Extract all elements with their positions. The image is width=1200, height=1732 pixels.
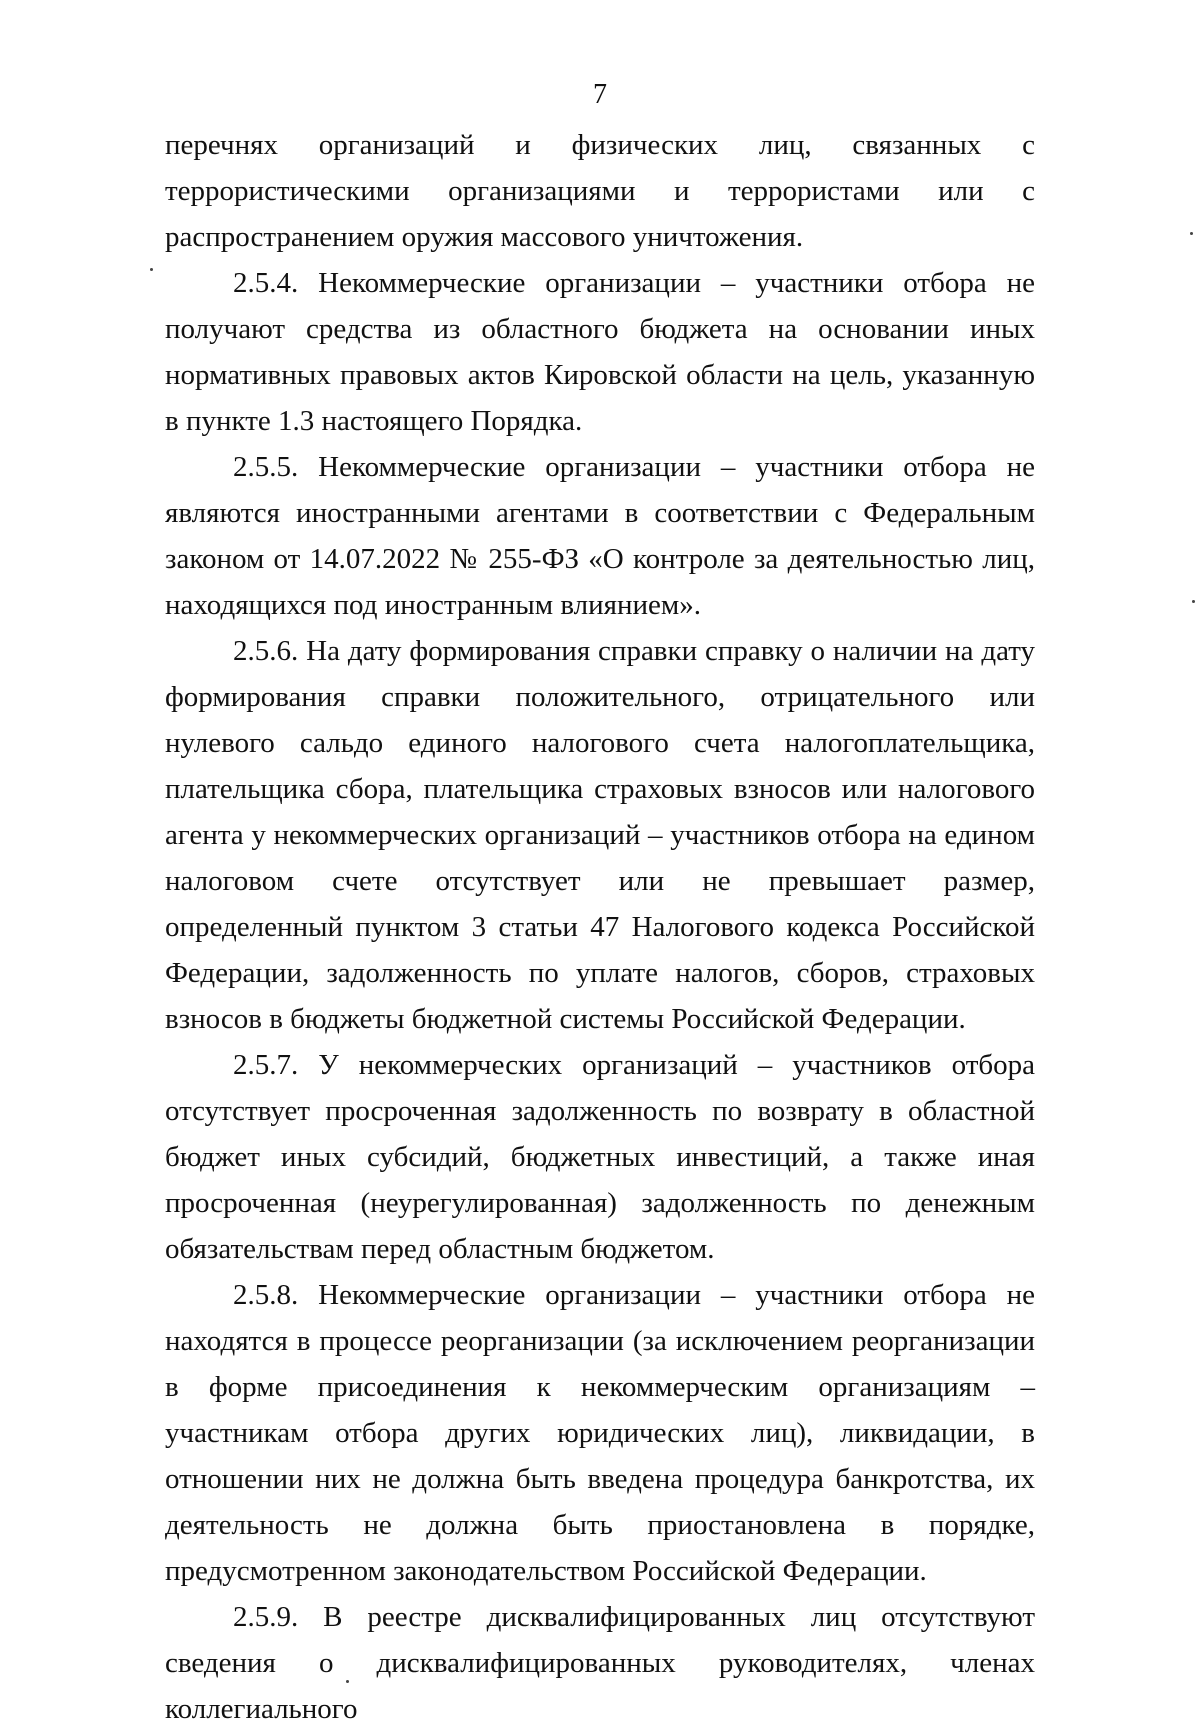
paragraph-continuation: перечнях организаций и физических лиц, связанных с террористическими организациями и террористами или с распространением оружия массового уничтожения. <box>165 129 1035 253</box>
scan-speck <box>1190 232 1193 235</box>
document-body <box>165 122 1035 1732</box>
paragraph-2-5-9: 2.5.9. В реестре дисквалифицированных лиц отсутствуют сведения о дисквалифицированных руководителях, членах коллегиального <box>165 1601 1035 1725</box>
paragraph-2-5-4: 2.5.4. Некоммерческие организации – участники отбора не получают средства из областного бюджета на основании иных нормативных правовых актов Кировской области на цель, указанную в пункте 1.3 настоящего Порядка. <box>165 267 1035 437</box>
scan-speck <box>1192 600 1195 603</box>
paragraph-2-5-5: 2.5.5. Некоммерческие организации – участники отбора не являются иностранными агентами в соответствии с Федеральным законом от 14.07.2022 № 255-ФЗ «О контроле за деятельностью лиц, находящихся под иностранным влиянием». <box>165 451 1035 621</box>
scan-speck <box>346 1680 349 1683</box>
page-number: 7 <box>593 79 607 110</box>
paragraph-2-5-6: 2.5.6. На дату формирования справки справку о наличии на дату формирования справки положительного, отрицательного или нулевого сальдо единого налогового счета налогоплательщика, плательщика сбора, плательщика страховых взносов или налогового агента у некоммерческих организаций – участников отбора на едином налоговом счете отсутствует или не превышает размер, определенный пунктом 3 статьи 47 Налогового кодекса Российской Федерации, задолженность по уплате налогов, сборов, страховых взносов в бюджеты бюджетной системы Российской Федерации. <box>165 635 1035 1035</box>
paragraph-2-5-7: 2.5.7. У некоммерческих организаций – участников отбора отсутствует просроченная задолженность по возврату в областной бюджет иных субсидий, бюджетных инвестиций, а также иная просроченная (неурегулированная) задолженность по денежным обязательствам перед областным бюджетом. <box>165 1049 1035 1265</box>
scan-speck <box>150 268 153 271</box>
paragraph-2-5-8: 2.5.8. Некоммерческие организации – участники отбора не находятся в процессе реорганизации (за исключением реорганизации в форме присоединения к некоммерческим организациям – участникам отбора других юридических лиц), ликвидации, в отношении них не должна быть введена процедура банкротства, их деятельность не должна быть приостановлена в порядке, предусмотренном законодательством Российской Федерации. <box>165 1279 1035 1587</box>
